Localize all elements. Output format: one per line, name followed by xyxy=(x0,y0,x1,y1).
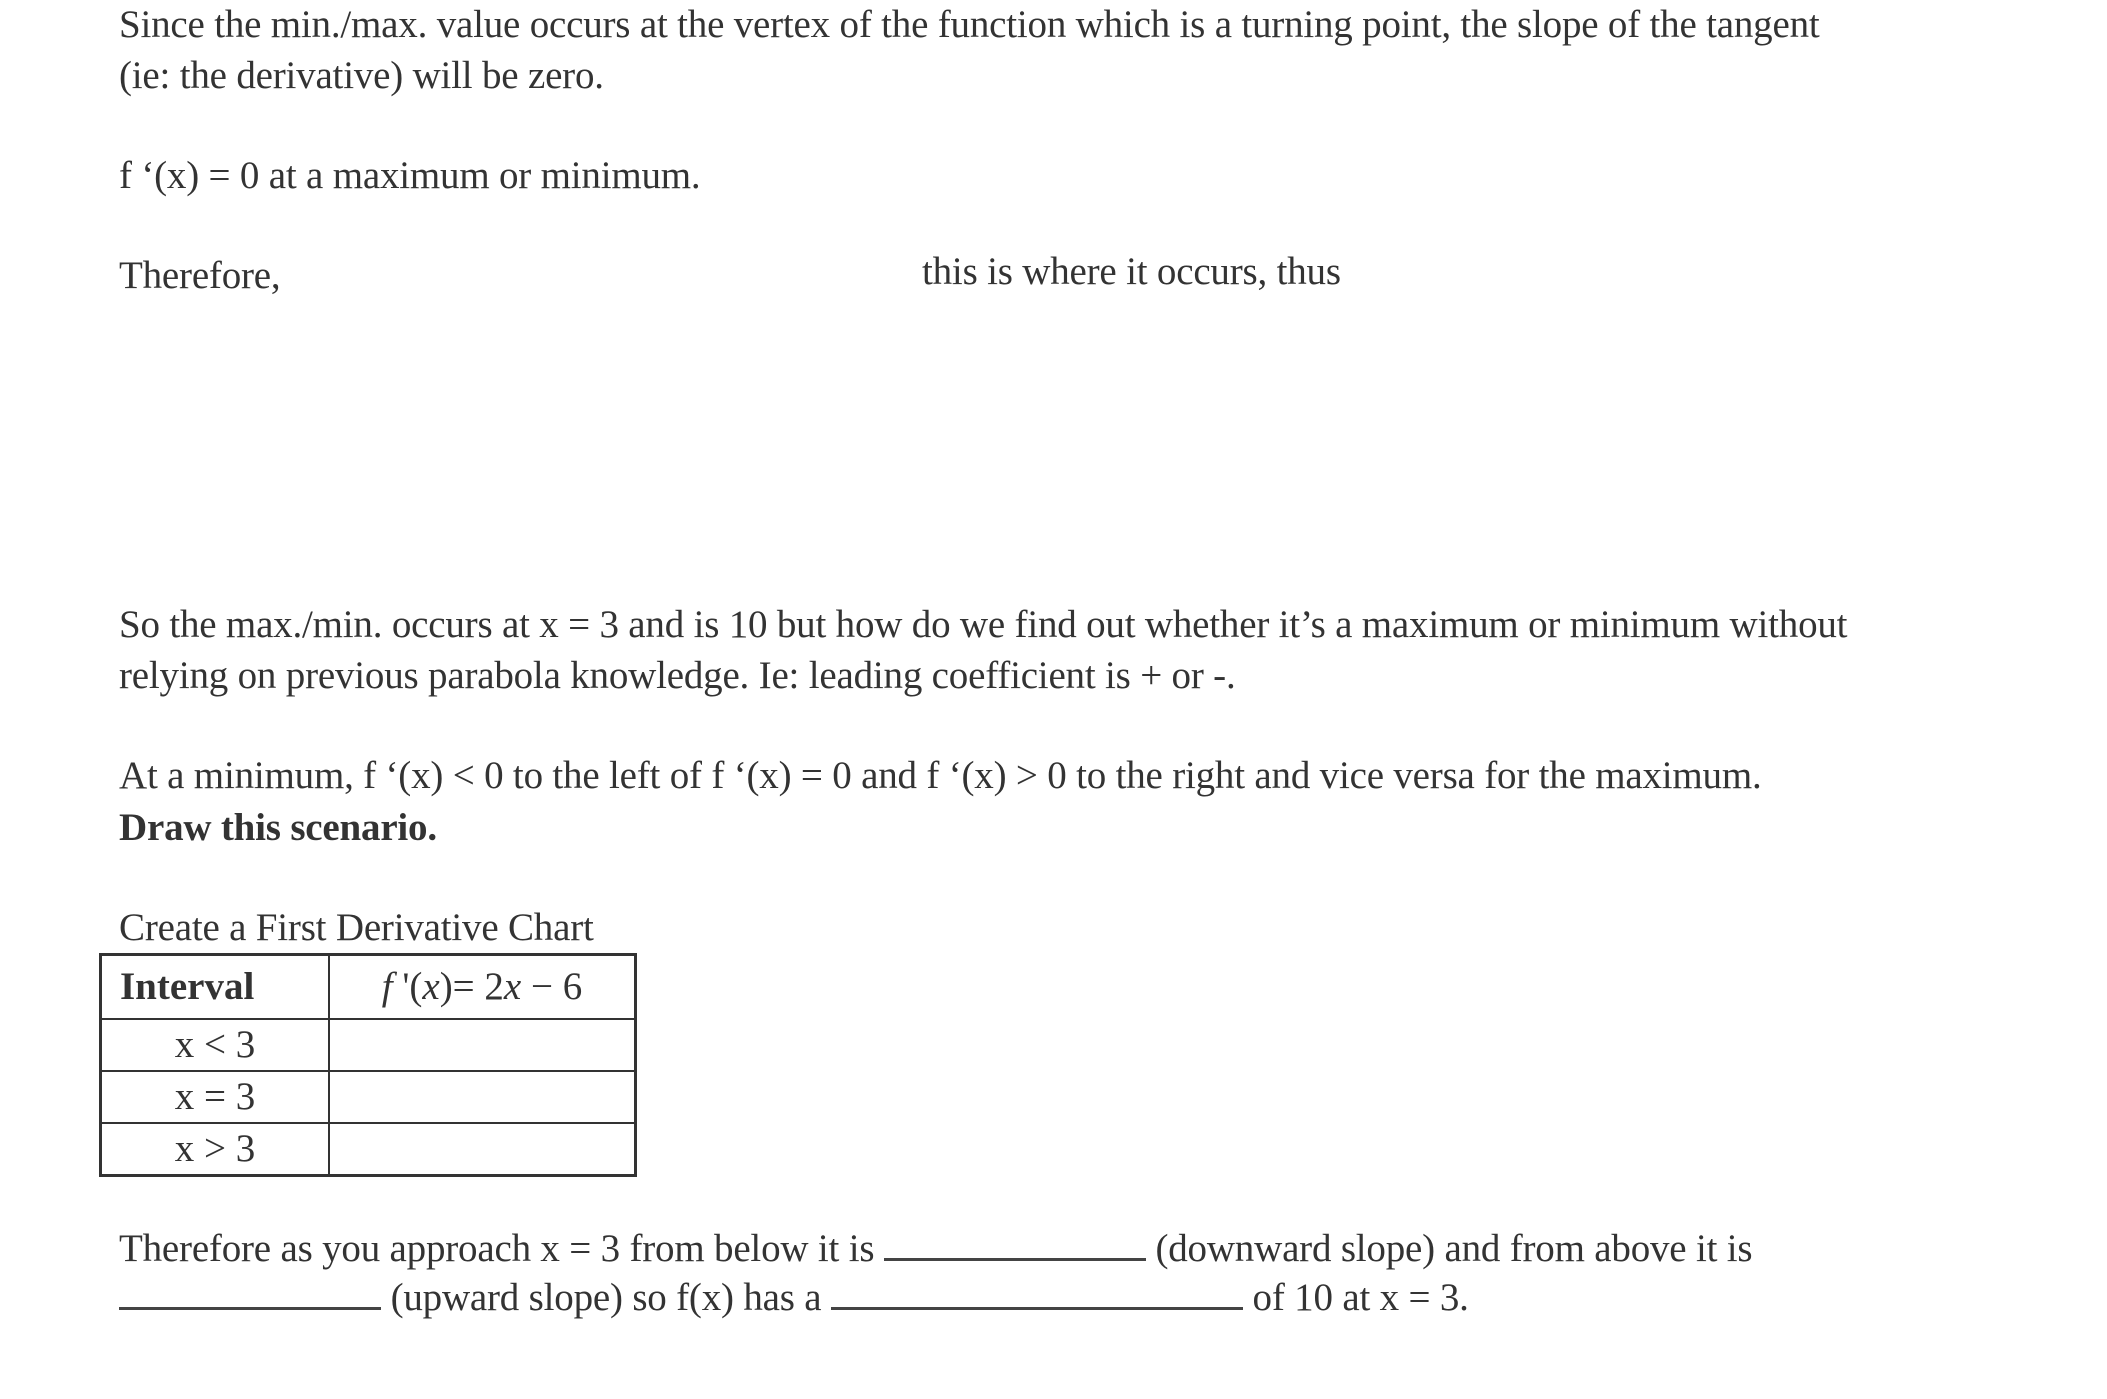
chart-header-row xyxy=(101,955,636,1020)
fill-blank-extremum[interactable] xyxy=(831,1273,1243,1310)
conclusion-part-2: (downward slope) and from above it is xyxy=(1155,1227,1753,1270)
conclusion-part-1: Therefore as you approach x = 3 from below it is xyxy=(119,1227,875,1270)
intro-line-2: (ie: the derivative) will be zero. xyxy=(119,54,604,97)
derivative-zero-rule: f ‘(x) = 0 at a maximum or minimum. xyxy=(119,154,701,197)
chart-title: Create a First Derivative Chart xyxy=(119,906,594,949)
conclusion-line-1 xyxy=(119,1224,1752,1274)
interval-cell: x > 3 xyxy=(101,1123,330,1176)
conclusion-part-4: of 10 at x = 3. xyxy=(1252,1276,1469,1319)
conclusion-part-3: (upward slope) so f(x) has a xyxy=(390,1276,822,1319)
formula-prime: '( xyxy=(392,965,423,1008)
formula-f: f xyxy=(381,965,393,1008)
therefore-label: Therefore, xyxy=(119,254,281,297)
intro-line-1: Since the min./max. value occurs at the vertex of the function which is a turning point, the slope of the tangent xyxy=(119,3,1820,46)
chart-row xyxy=(101,1123,636,1176)
derivative-answer-cell[interactable] xyxy=(329,1123,636,1176)
fill-blank-below[interactable] xyxy=(884,1224,1146,1261)
formula-equals: )= 2 xyxy=(439,965,504,1008)
fill-blank-above[interactable] xyxy=(119,1273,381,1310)
formula-x2: x xyxy=(503,965,522,1008)
derivative-answer-cell[interactable] xyxy=(329,1019,636,1071)
derivative-formula-header xyxy=(329,955,636,1020)
chart-row xyxy=(101,1071,636,1123)
therefore-continuation: this is where it occurs, thus xyxy=(922,250,1341,293)
chart-row xyxy=(101,1019,636,1071)
interval-header: Interval xyxy=(101,955,330,1020)
interval-cell: x < 3 xyxy=(101,1019,330,1071)
formula-end: − 6 xyxy=(521,965,583,1008)
draw-instruction: Draw this scenario. xyxy=(119,806,437,849)
interval-cell: x = 3 xyxy=(101,1071,330,1123)
question-line-2: relying on previous parabola knowledge. Ie: leading coefficient is + or -. xyxy=(119,654,1236,697)
minimum-rule: At a minimum, f ‘(x) < 0 to the left of f ‘(x) = 0 and f ‘(x) > 0 to the right and vice versa for the maximum. xyxy=(119,754,1762,797)
derivative-answer-cell[interactable] xyxy=(329,1071,636,1123)
conclusion-line-2 xyxy=(119,1273,1469,1323)
first-derivative-chart xyxy=(99,953,637,1177)
question-line-1: So the max./min. occurs at x = 3 and is 10 but how do we find out whether it’s a maximum or minimum without xyxy=(119,603,1848,646)
formula-x: x xyxy=(422,965,440,1008)
